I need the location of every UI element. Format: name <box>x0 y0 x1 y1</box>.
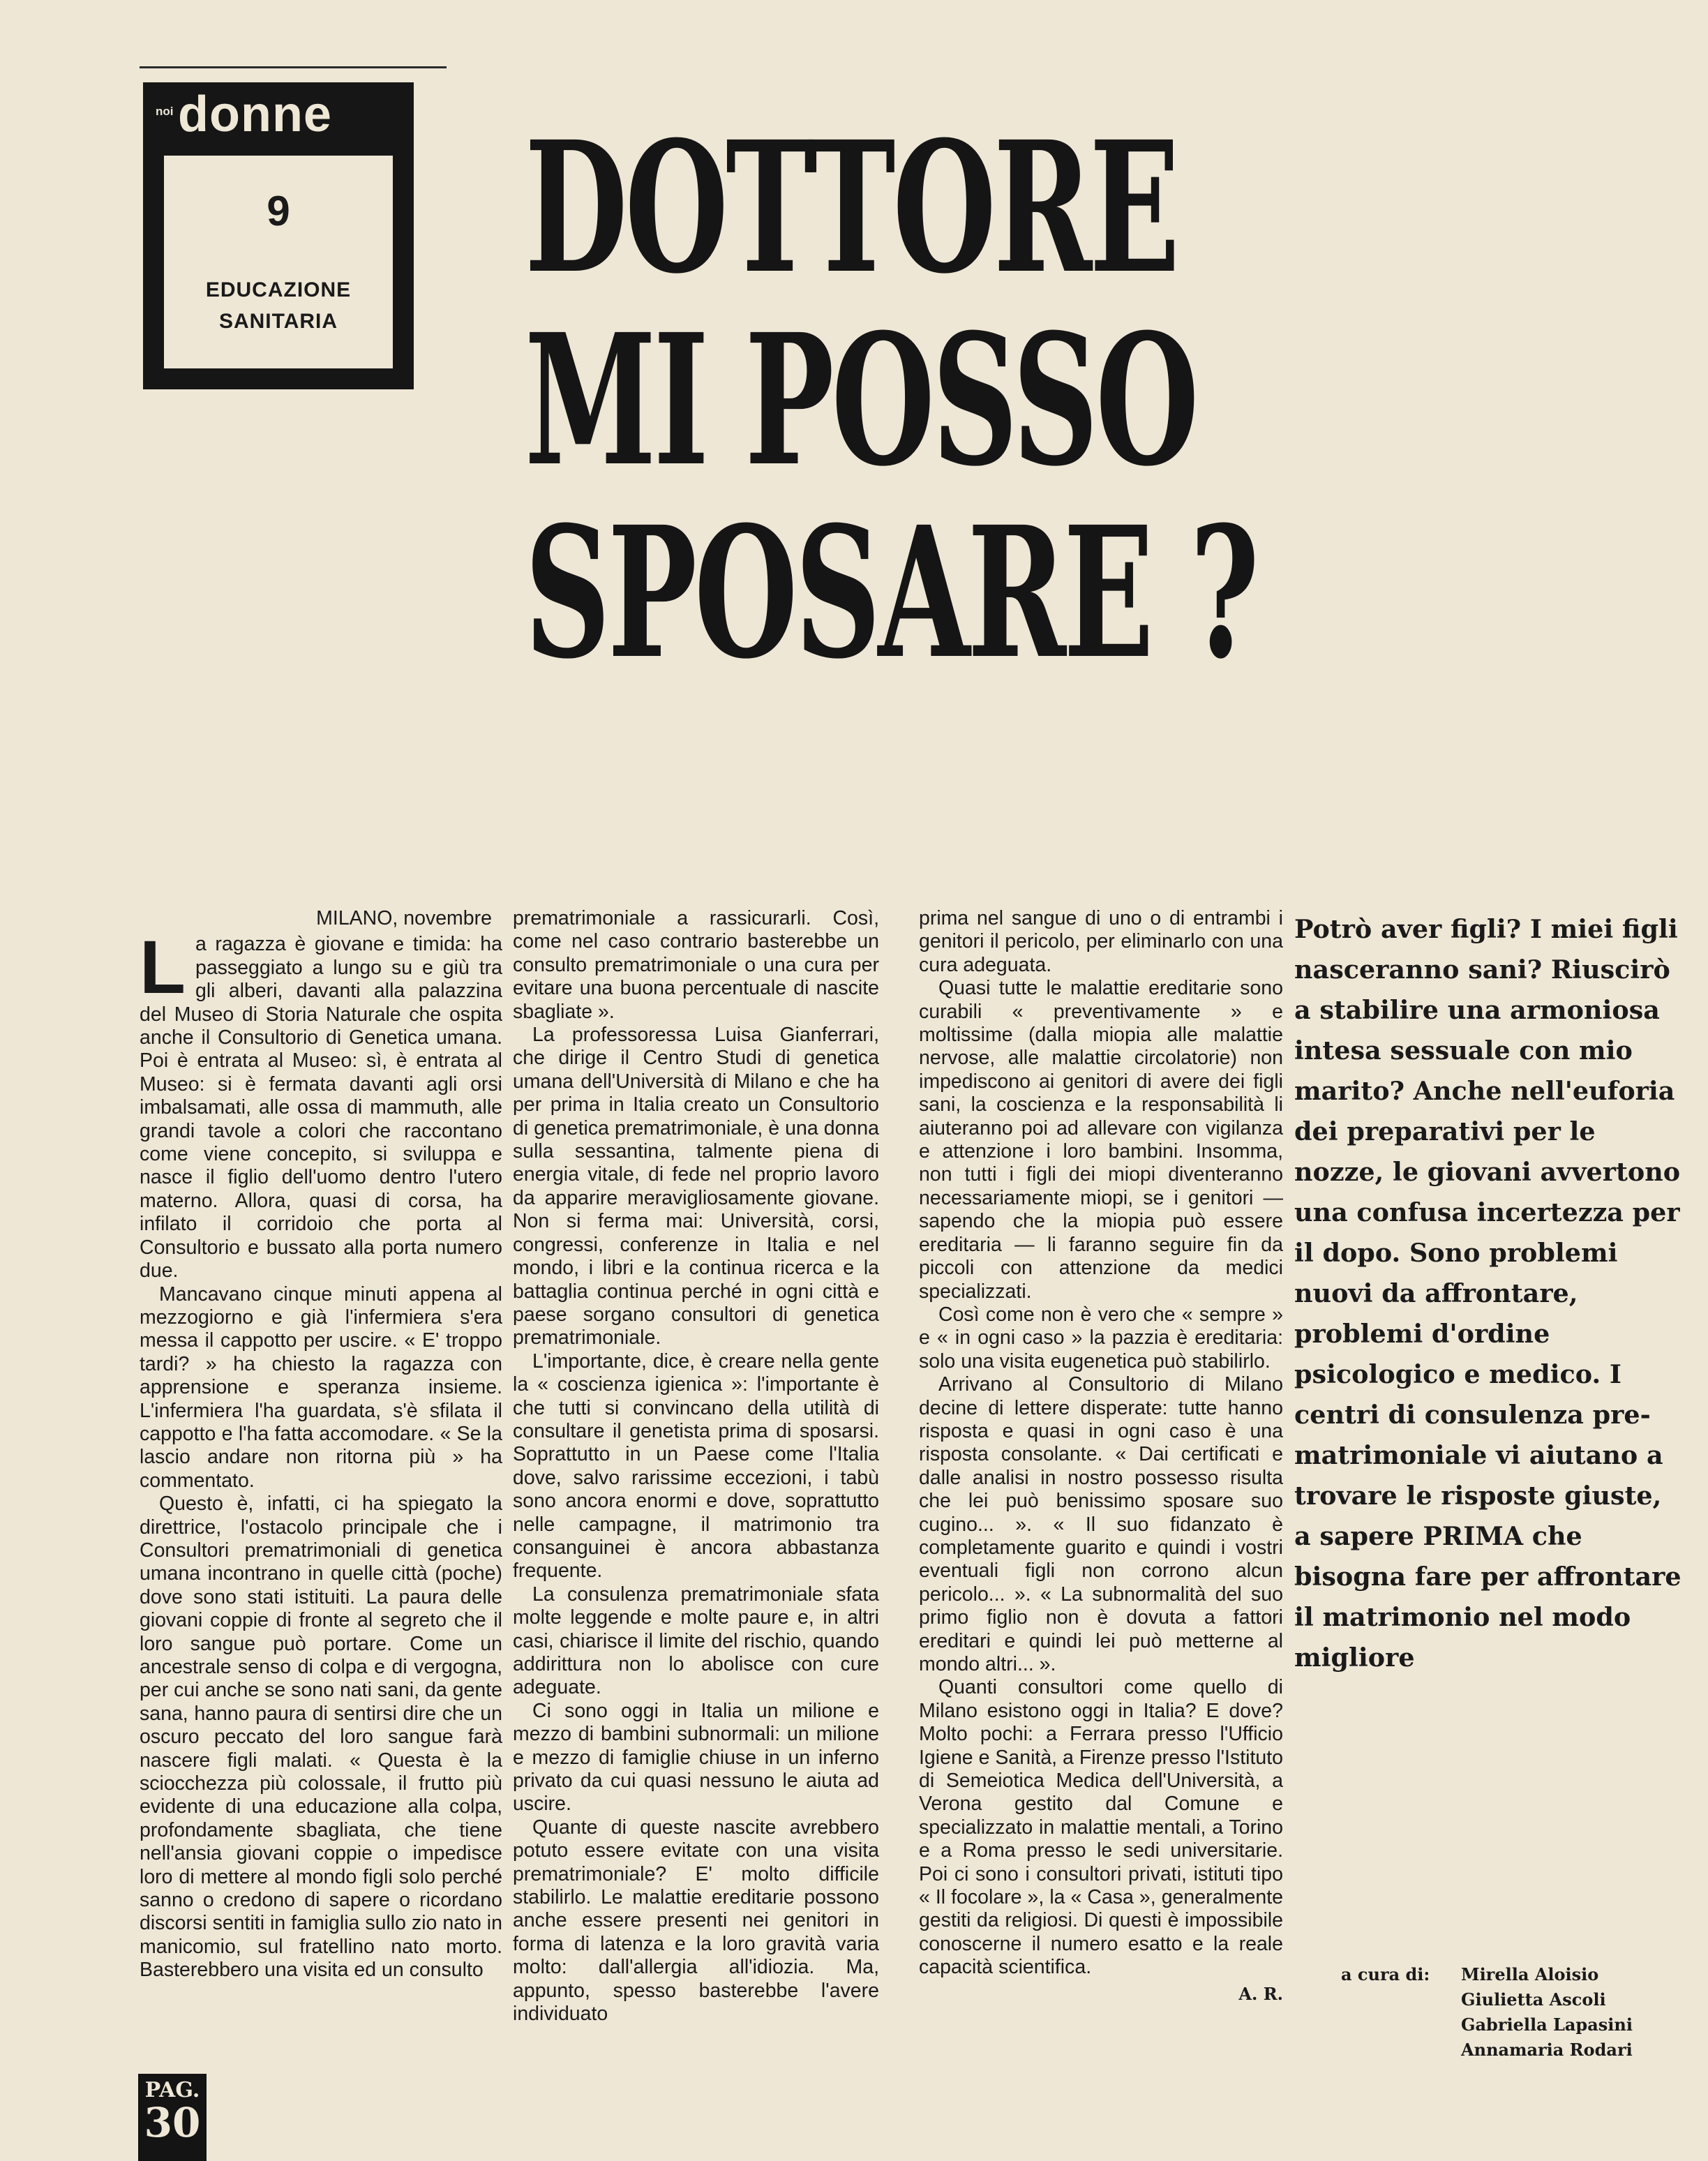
credits-label: a cura di: <box>1341 1964 1430 1984</box>
paragraph: La consulenza prematrimoniale sfata molte leggende e molte paure e, in altri casi, chiarisce il limite del rischio, quando addirittura non lo abolisce con cure adeguate. <box>513 1583 879 1699</box>
section-name <box>164 274 393 337</box>
title-line-2: MI POSSO <box>525 294 1197 506</box>
masthead-noi: noi <box>156 105 174 118</box>
page-title <box>525 102 1257 698</box>
drop-cap: L <box>140 925 186 1010</box>
section-line-1: EDUCAZIONE <box>205 278 352 301</box>
paragraph: Così come non è vero che « sempre » e « in ogni caso » la pazzia è ereditaria: solo una visita eugenetica può stabilirlo. <box>919 1303 1283 1373</box>
page-number: 30 <box>144 2099 201 2146</box>
credits <box>1341 1962 1704 2063</box>
dateline: MILANO, novembre <box>316 907 492 929</box>
paragraph: Quanti consultori come quello di Milano esistono oggi in Italia? E dove? Molto pochi: a Ferrara presso l'Ufficio Igiene e Sanità, a Firenze presso l'Istituto di Semeiotica Medica dell'Università, a Verona gestito dal Comune e specializzato in malattie mentali, a Torino e a Roma presso le sedi universitarie. Poi ci sono i consultori privati, istituti tipo « Il focolare », la « Casa », generalmente gestiti da religiosi. Di questi è impossibile conoscerne il numero esatto e la reale capacità scientifica. <box>919 1676 1283 1979</box>
credit-name: Giulietta Ascoli <box>1461 1989 1606 2010</box>
paragraph: Questo è, infatti, ci ha spiegato la direttrice, l'ostacolo principale che i Consultori prematrimoniali di genetica umana incontrano in quelle città (poche) dove sono stati istituiti. La paura delle giovani coppie di fronte al segreto che il loro sangue può portare. Come un ancestrale senso di colpa e di vergogna, per cui anche se sono nati sani, da gente sana, hanno paura di sentirsi dire che un oscuro peccato del loro sangue farà nascere figli malati. « Questa è la sciocchezza più colossale, il frutto più evidente di una educazione alla colpa, profondamente sbagliata, che tiene nell'ansia giovani coppie o impedisce loro di mettere al mondo figli solo perché sanno o credono di sapere o ricordano discorsi sentiti in famiglia sullo zio nato in manicomio, sul fratellino nato morto. Basterebbero una visita ed un consulto <box>140 1493 502 1982</box>
page-label: PAG. <box>144 2078 200 2102</box>
paragraph: Arrivano al Consultorio di Milano decine di lettere disperate: tutte hanno risposta e quasi in ogni caso è una risposta consolante. « Dai certificati e dalle analisi in nostro possesso risulta che lei può benissimo sposare suo cugino... ». « Il suo fidanzato è completamente guarito e quindi i vostri eventuali figli non corrono alcun pericolo... ». « La subnormalità del suo primo figlio non è dovuta a fattori ereditari e quindi lei può metterne al mondo altri... ». <box>919 1373 1283 1675</box>
article-column-2 <box>513 907 879 2026</box>
credit-name: Annamaria Rodari <box>1461 2040 1633 2060</box>
credit-name: Mirella Aloisio <box>1461 1964 1599 1984</box>
paragraph <box>140 925 502 1283</box>
paragraph: Quante di queste nascite avrebbero potuto essere evitate con una visita prematrimoniale? E' molto difficile stabilirlo. Le malattie ereditarie possono anche essere presenti nei genitori in forma di latenza e la loro gravità varia molto: dall'allergia all'idiozia. Ma, appunto, spesso basterebbe l'avere individuato <box>513 1816 879 2026</box>
paragraph: prima nel sangue di uno o di entrambi i genitori il pericolo, per eliminarlo con una cura adeguata. <box>919 907 1283 976</box>
paragraph: prematrimoniale a rassicurarli. Così, come nel caso contrario basterebbe un consulto prematrimoniale o una cura per evitare una buona percentuale di nascite sbagliate ». <box>513 907 879 1023</box>
paragraph: Quasi tutte le malattie ereditarie sono curabili « preventivamente » e moltissime (dalla miopia alle malattie nervose, alle malattie circolatorie) non impediscono ai genitori di avere dei figli sani, la coscienza e la responsabilità li aiuteranno poi ad allevare con vigilanza e attenzione i loro bambini. Insomma, non tutti i figli dei miopi diventeranno necessariamente miopi, se i genitori — sapendo che la miopia può essere ereditaria — li faranno seguire fin da piccoli con attenzione da medici specializzati. <box>919 977 1283 1303</box>
article-column-3 <box>919 907 1283 2005</box>
masthead-inner <box>164 156 393 368</box>
section-number: 9 <box>267 188 290 234</box>
article-column-1 <box>140 907 502 1982</box>
top-rule <box>140 66 447 68</box>
title-line-1: DOTTORE <box>525 102 1178 313</box>
title-line-3: SPOSARE ? <box>525 487 1257 698</box>
credit-name: Gabriella Lapasini <box>1461 2014 1633 2035</box>
paragraph: Ci sono oggi in Italia un milione e mezzo di bambini subnormali: un milione e mezzo di famiglie chiuse in un inferno privato da cui quasi nessuno le aiuta ad uscire. <box>513 1699 879 1816</box>
paragraph: La professoressa Luisa Gianferrari, che dirige il Centro Studi di genetica umana dell'Università di Milano e che ha per prima in Italia creato un Consultorio di genetica prematrimoniale, è una donna sulla sessantina, talmente piena di energia vitale, di fede nel proprio lavoro da apparire meravigliosamente giovane. Non si ferma mai: Università, corsi, congressi, conferenze in Italia e nel mondo, i libri e la continua ricerca e la battaglia continua perché in ogni città e paese sorgano consultori di genetica prematrimoniale. <box>513 1024 879 1349</box>
paragraph-text: a ragazza è giovane e timida: ha passeggiato a lungo su e giù tra gli alberi, davanti alla palazzina del Museo di Storia Naturale che ospita anche il Consultorio di Genetica umana. Poi è entrata al Museo: sì, è entrata al Museo: si è fermata davanti agli orsi imbalsamati, alle ossa di mammuth, alle grandi tavole a colori che raccontano come viene concepito, si sviluppa e nasce il figlio dell'uomo dentro l'utero materno. Allora, quasi di corsa, ha infilato il corridoio che porta al Consultorio e bussato alla porta numero due. <box>140 933 502 1283</box>
paragraph: L'importante, dice, è creare nella gente la « coscienza igienica »: l'importante è che tutti si convincano della utilità di consultare il genetista prima di sposarsi. Soprattutto in un Paese come l'Italia dove, salvo rarissime eccezioni, i tabù sono ancora enormi e dove, soprattutto nelle campagne, il matrimonio tra consanguinei è ancora abbastanza frequente. <box>513 1349 879 1583</box>
paragraph: Mancavano cinque minuti appena al mezzogiorno e già l'infermiera s'era messa il cappotto per uscire. « E' troppo tardi? » ha chiesto la ragazza con apprensione e speranza insieme. L'infermiera l'ha guardata, s'è sfilata il cappotto e l'ha fatta accomodare. « Se la lascio andare non ritorna più » ha commentato. <box>140 1283 502 1492</box>
masthead-box <box>143 82 414 389</box>
masthead-donne: donne <box>178 87 332 142</box>
author-initials: A. R. <box>1238 1983 1283 2004</box>
page-number-tab <box>138 2074 207 2161</box>
intro-text: Potrò aver figli? I miei figli nasceranno sani? Riuscirò a stabilire una armoniosa intesa sessuale con mio marito? Anche nell'euforia dei preparativi per le nozze, le giovani avvertono una confusa incertezza per il dopo. Sono problemi nuovi da affrontare, problemi d'ordine psicologico e medico. I centri di consulenza pre-matrimoniale vi aiutano a trovare le risposte giuste, a sapere PRIMA che bisogna fare per affrontare il matrimonio nel modo migliore <box>1294 914 1681 1673</box>
section-line-2: SANITARIA <box>218 310 338 333</box>
